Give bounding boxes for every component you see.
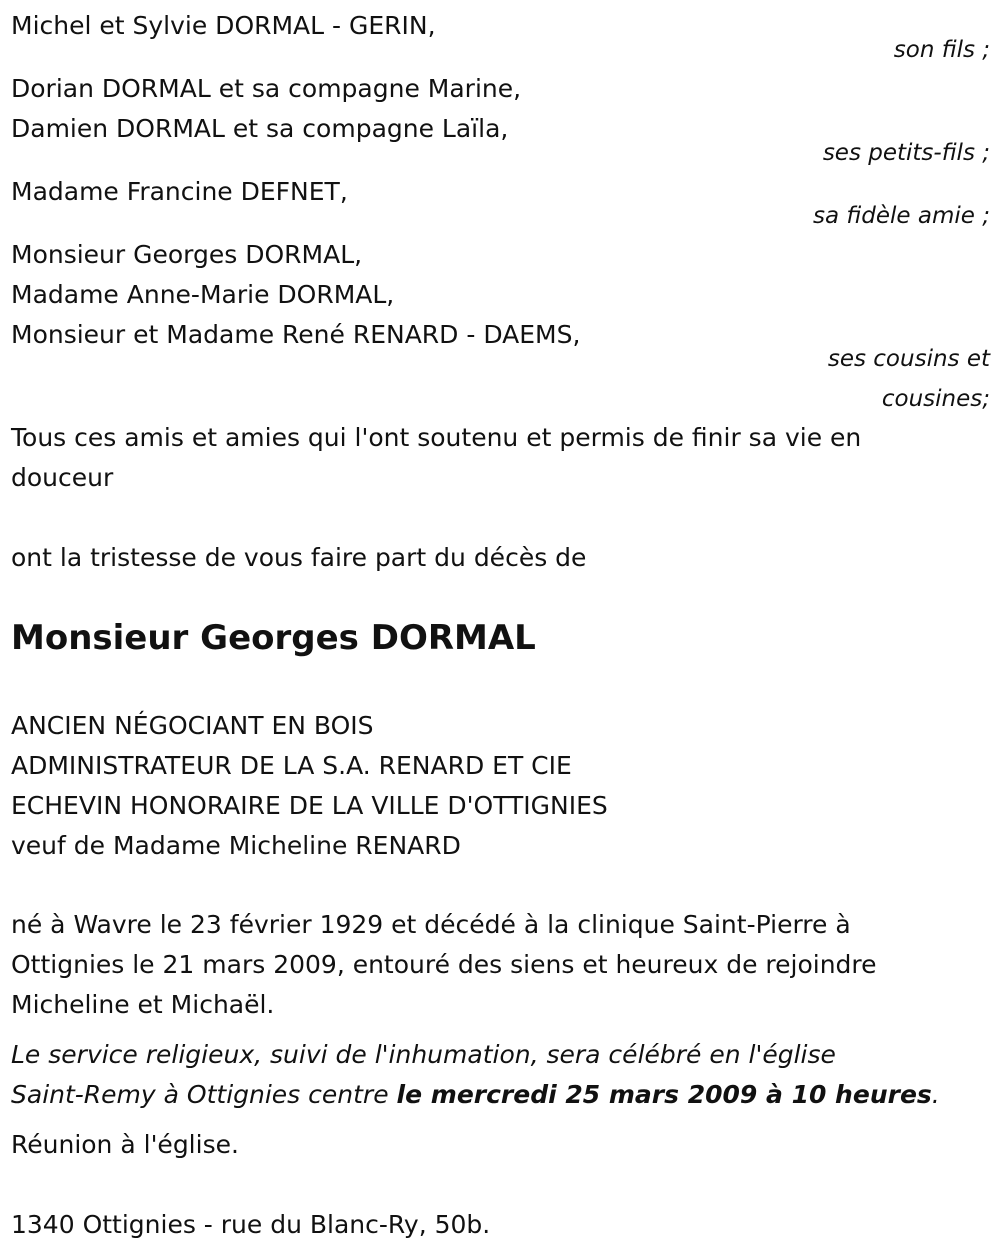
grandsons-role: ses petits-fils ; — [822, 140, 990, 166]
service-line-2 — [11, 1075, 940, 1115]
service-location: Saint-Remy à Ottignies centre — [11, 1080, 397, 1109]
all-friends-line-2: douceur — [11, 463, 114, 492]
bio-line-3: Micheline et Michaël. — [11, 990, 275, 1019]
grandson-line-2: Damien DORMAL et sa compagne Laïla, — [11, 114, 509, 143]
title-line-1: ANCIEN NÉGOCIANT EN BOIS — [11, 711, 374, 740]
friend-role: sa fidèle amie ; — [813, 203, 990, 229]
widower-line: veuf de Madame Micheline RENARD — [11, 831, 461, 860]
cousins-role-2: cousines; — [881, 386, 990, 412]
cousin-line-2: Madame Anne-Marie DORMAL, — [11, 280, 395, 309]
cousins-role-1: ses cousins et — [827, 346, 990, 372]
meeting-line: Réunion à l'église. — [11, 1130, 239, 1159]
address-line: 1340 Ottignies - rue du Blanc-Ry, 50b. — [11, 1210, 491, 1239]
service-period: . — [931, 1080, 940, 1109]
cousin-line-3: Monsieur et Madame René RENARD - DAEMS, — [11, 320, 581, 349]
bio-line-2: Ottignies le 21 mars 2009, entouré des siens et heureux de rejoindre — [11, 950, 877, 979]
service-line-1: Le service religieux, suivi de l'inhumation, sera célébré en l'église — [11, 1040, 836, 1069]
announcement: ont la tristesse de vous faire part du décès de — [11, 543, 587, 572]
friend-line: Madame Francine DEFNET, — [11, 177, 348, 206]
title-line-3: ECHEVIN HONORAIRE DE LA VILLE D'OTTIGNIES — [11, 791, 608, 820]
grandson-line-1: Dorian DORMAL et sa compagne Marine, — [11, 74, 522, 103]
deceased-name: Monsieur Georges DORMAL — [11, 618, 536, 658]
all-friends-line-1: Tous ces amis et amies qui l'ont soutenu et permis de finir sa vie en — [11, 423, 862, 452]
son-role: son fils ; — [893, 37, 990, 63]
title-line-2: ADMINISTRATEUR DE LA S.A. RENARD ET CIE — [11, 751, 572, 780]
son-line: Michel et Sylvie DORMAL - GERIN, — [11, 11, 436, 40]
bio-line-1: né à Wavre le 23 février 1929 et décédé à la clinique Saint-Pierre à — [11, 910, 851, 939]
service-date: le mercredi 25 mars 2009 à 10 heures — [396, 1080, 932, 1109]
cousin-line-1: Monsieur Georges DORMAL, — [11, 240, 363, 269]
